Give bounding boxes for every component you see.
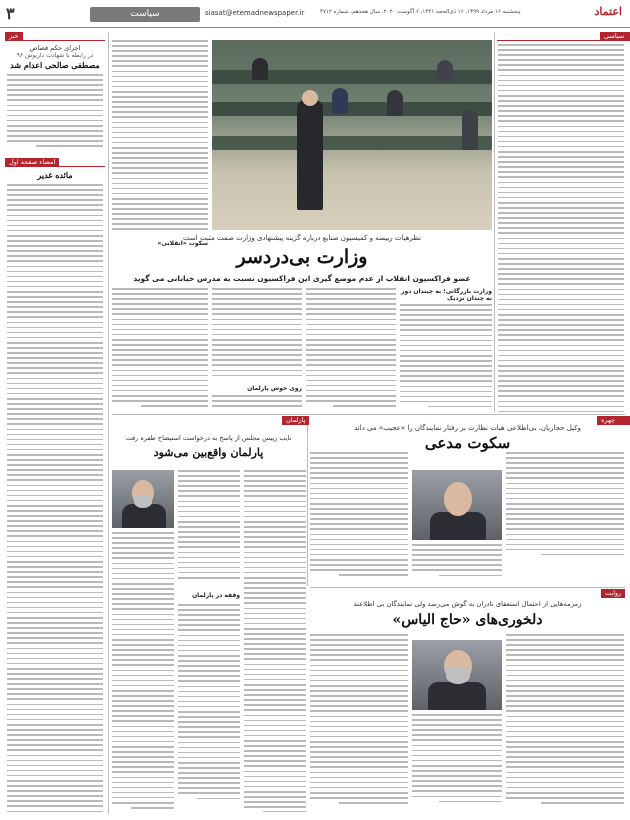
section-rule bbox=[112, 414, 625, 415]
parliament-body-col2 bbox=[178, 470, 240, 588]
today-kicker: وکیل حجاریان، بی‌اطلاعی هیات نظارت بر رفتار نمایندگان را «عجیب» می داند bbox=[354, 424, 581, 432]
portrait-photo-report bbox=[412, 640, 502, 710]
lead-subhead-silence: سکوت «انقلابی» bbox=[157, 240, 208, 247]
lead-body-col2 bbox=[306, 288, 396, 412]
report-body-col3 bbox=[310, 634, 408, 812]
lead-headline: وزارت بی‌دردسر bbox=[236, 246, 368, 268]
tag-today: چهره روز bbox=[597, 416, 630, 425]
parliament-body-col2b bbox=[178, 604, 240, 812]
section-label: سیاست bbox=[90, 7, 200, 22]
report-headline: دلخوری‌های «حاج الیاس» bbox=[392, 612, 543, 628]
lead-body-col3 bbox=[212, 288, 302, 383]
editors-note-headline: مائده غدیر bbox=[37, 170, 73, 180]
news-item-body bbox=[7, 74, 103, 152]
walking-man bbox=[297, 100, 323, 210]
parliament-headline: پارلمان واقع‌بین می‌شود bbox=[153, 446, 264, 459]
portrait-photo-today bbox=[412, 470, 502, 540]
page-number: ۳ bbox=[6, 4, 15, 23]
tag-news: خبر bbox=[5, 32, 23, 41]
tag-rule bbox=[5, 166, 105, 167]
lead-subhead-welcome: روی خوش پارلمان bbox=[247, 385, 302, 392]
section-rule bbox=[310, 587, 625, 588]
section-email[interactable]: siasat@etemadnewspaper.ir bbox=[205, 9, 305, 17]
parliament-body-col3 bbox=[112, 532, 174, 812]
column-divider bbox=[108, 32, 109, 814]
parliament-kicker: نایب رییس مجلس از پاسخ به درخواست استیضاح طفره رفت bbox=[125, 434, 292, 442]
politics-body bbox=[498, 44, 624, 412]
lead-kicker: نظرهیات رییسه و کمیسیون صنایع درباره گزینه پیشنهادی وزارت صمت مثبت است bbox=[183, 234, 421, 242]
lead-body-col3b bbox=[212, 395, 302, 412]
header-rule bbox=[0, 27, 630, 28]
parliament-photo bbox=[212, 40, 492, 230]
news-item-title: اجرای حکم قصاص bbox=[29, 44, 81, 52]
report-body-col1 bbox=[506, 634, 624, 812]
lead-body-col4 bbox=[112, 40, 208, 235]
report-body-col2 bbox=[412, 714, 502, 812]
editors-note-body bbox=[7, 184, 103, 812]
parliament-subhead: وقفه در پارلمان bbox=[192, 592, 240, 599]
lead-subtitle: عضو فراکسیون انقلاب از عدم موضع گیری این فراکسیون نسبت به مدرس خیابانی می گوید bbox=[133, 274, 471, 283]
lead-body-col1 bbox=[400, 304, 492, 412]
page-header bbox=[0, 0, 630, 30]
today-body-col2b bbox=[412, 544, 502, 584]
tag-parliament: پارلمان bbox=[282, 416, 309, 425]
today-headline: سکوت مدعی bbox=[424, 434, 511, 452]
lead-subhead-commerce: وزارت بازرگانی؛ به چیندان دور نه چندان نزدیک bbox=[401, 288, 492, 302]
today-body-col3 bbox=[310, 452, 408, 584]
column-divider bbox=[307, 416, 308, 586]
tag-rule bbox=[5, 40, 105, 41]
tag-politics: سیاسی bbox=[600, 32, 630, 41]
dateline: پنجشنبه ۱۶ مرداد ۱۳۹۹، ۱۶ ذی‌الحجه ۱۴۴۱، ۶ آگوست ۲۰۲۰، سال هجدهم، شماره ۴۷۱۲ bbox=[320, 9, 521, 15]
parliament-body-col1 bbox=[244, 470, 306, 812]
tag-rule bbox=[497, 40, 625, 41]
report-kicker: زمزمه‌هایی از احتمال استعفای نادران به گوش می‌رسد ولی نمایندگان بی اطلاعند bbox=[353, 600, 582, 608]
news-item-headline: مصطفی صالحی اعدام شد bbox=[10, 60, 100, 70]
news-item-line: در رابطه با شهادت داریوش ۹۶ bbox=[16, 52, 94, 59]
newspaper-logo: اعتماد bbox=[594, 5, 622, 18]
tag-report: روایت bbox=[601, 589, 625, 598]
column-divider bbox=[494, 32, 495, 412]
tag-editors-note: امضاء صفحه اول bbox=[5, 158, 59, 167]
portrait-photo-parliament bbox=[112, 470, 174, 528]
today-body-col1 bbox=[506, 452, 624, 562]
lead-body-col4b bbox=[112, 288, 208, 412]
